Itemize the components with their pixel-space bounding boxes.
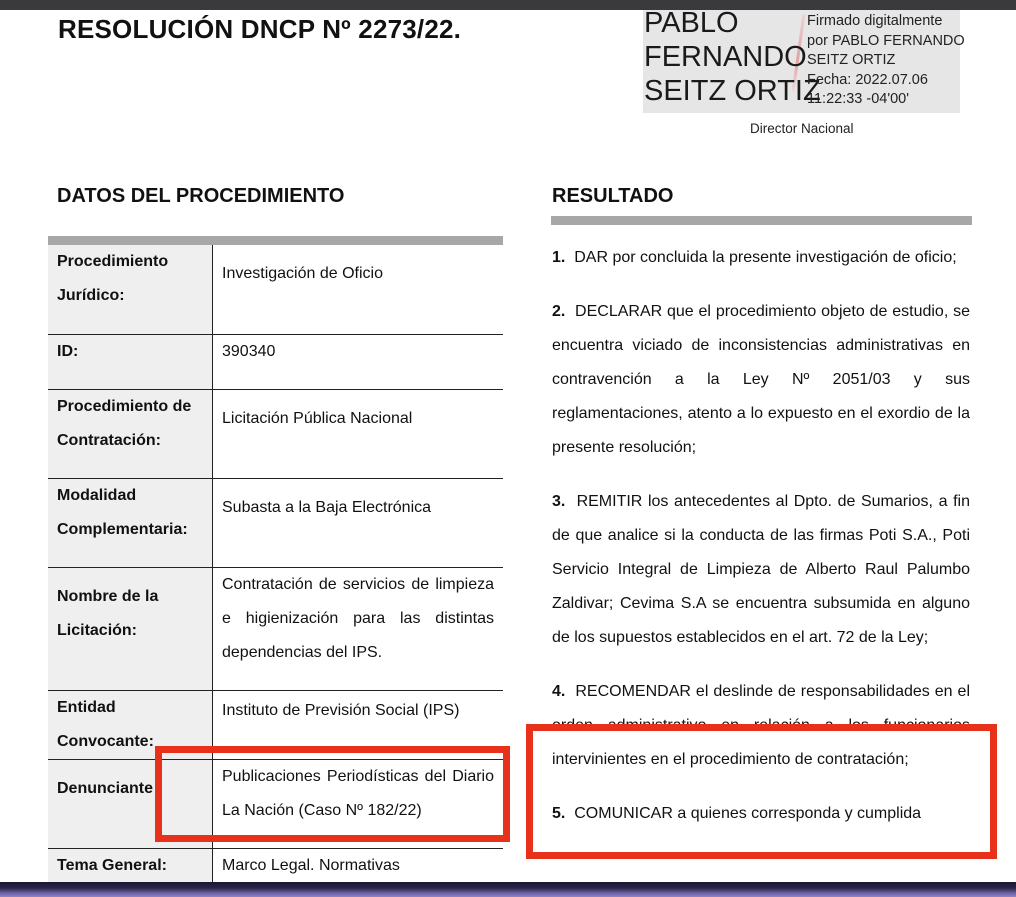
item-text: REMITIR los antecedentes al Dpto. de Sumarios, a fin de que analice si la conducta de las firmas Poti S.A., Poti Servicio Integral de Limpieza de Alberto Raul Palumbo Zaldivar; Cevima S.A se encuentra subsumida en alguno de los supuestos establecidos en el art. 72 de la Ley; — [552, 493, 971, 646]
item-number: 5. — [552, 805, 566, 822]
item-number: 2. — [552, 303, 566, 320]
signature-name-line: SEITZ ORTIZ — [644, 75, 821, 107]
table-row — [48, 334, 503, 389]
signature-detail-line: 11:22:33 -04'00' — [807, 91, 910, 107]
signer-role: Director Nacional — [750, 121, 854, 136]
row-label: Entidad Convocante: — [48, 690, 213, 759]
row-label: Denunciante — [48, 759, 213, 848]
signature-detail-line: Firmado digitalmente — [807, 13, 943, 29]
row-value: Marco Legal. Normativas — [222, 856, 400, 874]
highlight-box-item-4 — [526, 724, 997, 859]
signature-detail-line: por PABLO FERNANDO — [807, 32, 965, 49]
row-value: Instituto de Previsión Social (IPS) — [213, 690, 504, 759]
item-text: COMUNICAR a quienes corresponda y cumplida — [574, 805, 922, 822]
row-value: 390340 — [213, 334, 504, 389]
row-value: Contratación de servicios de limpieza e higienización para las distintas dependencias del IPS. — [213, 567, 504, 690]
row-label: Nombre de la Licitación: — [48, 567, 213, 690]
row-value: Investigación de Oficio — [213, 245, 504, 334]
row-label: Procedimiento de Contratación: — [48, 389, 213, 478]
table-row — [48, 245, 503, 334]
result-item — [552, 295, 970, 465]
signature-detail-line: SEITZ ORTIZ — [807, 52, 896, 68]
signature-name-line: PABLO — [644, 7, 739, 39]
procedure-heading: DATOS DEL PROCEDIMIENTO — [57, 185, 345, 207]
result-heading: RESULTADO — [552, 185, 674, 207]
signature-name — [644, 6, 821, 108]
signature-name-line: FERNANDO — [644, 41, 807, 73]
result-item — [552, 241, 970, 275]
row-label: Modalidad Complementaria: — [48, 478, 213, 567]
resolution-title: RESOLUCIÓN DNCP Nº 2273/22. — [58, 14, 462, 44]
table-row — [48, 389, 503, 478]
signature-details — [807, 12, 965, 110]
result-heading-rule — [551, 216, 972, 225]
window-top-bar — [0, 0, 1016, 10]
item-text: RECOMENDAR el deslinde de responsabilidades en el orden administrativo en relación a los funcionarios intervinientes en el procedimiento de contratación; — [552, 683, 971, 768]
result-item — [552, 485, 970, 655]
item-number: 3. — [552, 493, 566, 510]
item-text: DECLARAR que el procedimiento objeto de estudio, se encuentra viciado de inconsistencias administrativas en contravención a la Ley Nº 2051/03 y sus reglamentaciones, atento a lo expuesto en el exordio de la presente resolución; — [552, 303, 971, 456]
row-value: Subasta a la Baja Electrónica — [213, 478, 504, 567]
row-label: Tema General: — [48, 848, 213, 888]
item-text: DAR por concluida la presente investigación de oficio; — [574, 249, 957, 266]
row-value: Publicaciones Periodísticas del Diario La Nación (Caso Nº 182/22) — [213, 759, 504, 848]
row-label: ID: — [48, 334, 213, 389]
procedure-heading-rule — [48, 236, 503, 245]
item-number: 1. — [552, 249, 566, 266]
row-label: Procedimiento Jurídico: — [48, 245, 213, 334]
row-value: Licitación Pública Nacional — [213, 389, 504, 478]
item-number: 4. — [552, 683, 566, 700]
highlight-box-denunciante — [155, 746, 510, 842]
window-bottom-bar — [0, 882, 1016, 897]
table-row — [48, 478, 503, 567]
table-row — [48, 567, 503, 690]
signature-detail-line: Fecha: 2022.07.06 — [807, 71, 928, 88]
